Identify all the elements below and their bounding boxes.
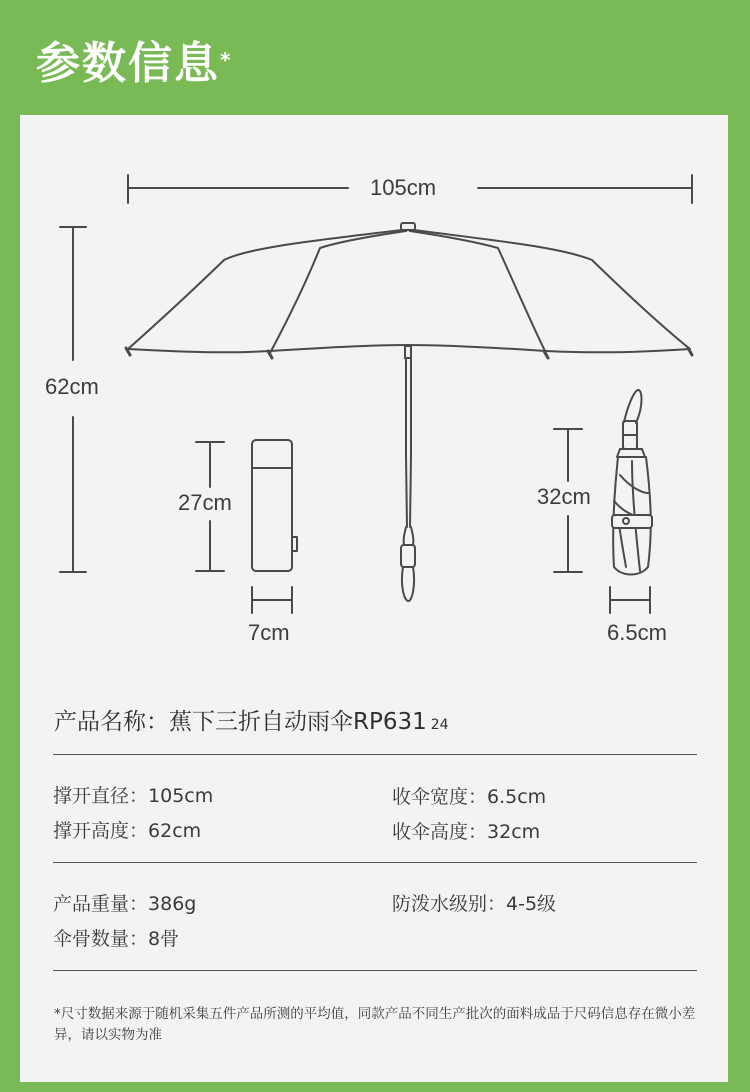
product-name [54, 703, 449, 736]
spec-weight: 产品重量：386g [53, 893, 197, 915]
open-width-label: 105cm [370, 175, 437, 200]
spec-open-diameter: 撑开直径：105cm [53, 785, 214, 807]
spec-card [20, 115, 728, 1082]
spec-open-height: 撑开高度：62cm [53, 820, 202, 842]
folded-height-label: 32cm [537, 484, 591, 509]
box-width-label: 7cm [248, 620, 290, 645]
spec-folded-width: 收伞宽度：6.5cm [392, 786, 547, 808]
page-title: 参数信息* [36, 38, 233, 89]
divider [53, 754, 697, 755]
spec-waterproof: 防泼水级别：4-5级 [392, 893, 557, 915]
box-height-label: 27cm [178, 490, 232, 515]
footnote: *尺寸数据来源于随机采集五件产品所测的平均值，同款产品不同生产批次的面料成品于尺码信息存在微小差异，请以实物为准 [54, 1006, 696, 1043]
product-name-label: 产品名称： [54, 709, 169, 735]
folded-width-label: 6.5cm [607, 620, 667, 645]
divider [53, 862, 697, 863]
divider [53, 970, 697, 971]
open-height-label: 62cm [45, 374, 99, 399]
product-name-value: 蕉下三折自动雨伞RP631 [169, 709, 427, 735]
product-name-suffix: 24 [430, 717, 449, 733]
spec-folded-height: 收伞高度：32cm [392, 821, 541, 843]
spec-ribs: 伞骨数量：8骨 [53, 928, 180, 950]
